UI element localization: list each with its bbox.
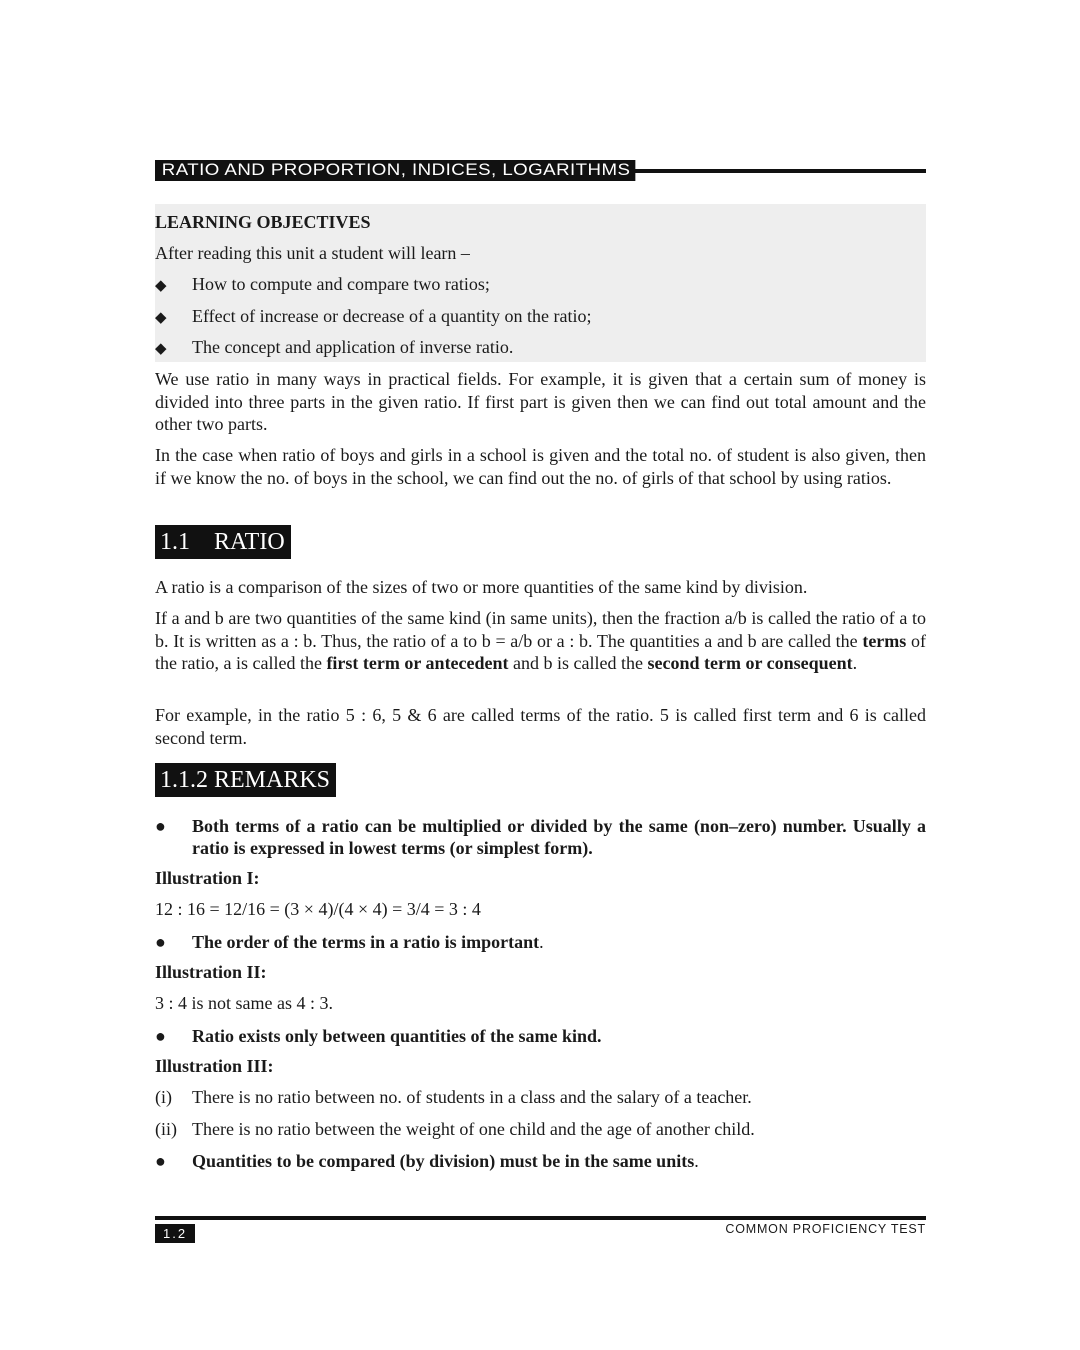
filled-circle-icon: ● xyxy=(155,816,166,836)
objective-item: ◆ How to compute and compare two ratios; xyxy=(155,274,490,294)
running-title: RATIO AND PROPORTION, INDICES, LOGARITHMS xyxy=(155,160,635,181)
header-rule xyxy=(635,169,926,173)
remark-item: ● The order of the terms in a ratio is important. xyxy=(155,932,544,952)
filled-circle-icon: ● xyxy=(155,1026,166,1046)
footer-rule xyxy=(155,1216,926,1220)
book-title: COMMON PROFICIENCY TEST xyxy=(725,1222,926,1236)
objectives-title: LEARNING OBJECTIVES xyxy=(155,212,371,232)
objectives-intro: After reading this unit a student will learn – xyxy=(155,243,470,263)
diamond-icon: ◆ xyxy=(155,341,167,357)
illustration-text: 12 : 16 = 12/16 = (3 × 4)/(4 × 4) = 3/4 = 3 : 4 xyxy=(155,899,481,919)
remark-item: ● Both terms of a ratio can be multiplied or divided by the same (non–zero) number. Usually a ratio is expressed in lowest terms (or simplest form). xyxy=(155,816,926,858)
illustration-list-item: (ii) There is no ratio between the weight of one child and the age of another child. xyxy=(155,1119,755,1139)
illustration-title: Illustration III: xyxy=(155,1056,274,1076)
page-number: 1.2 xyxy=(155,1224,195,1243)
filled-circle-icon: ● xyxy=(155,1151,166,1171)
running-header xyxy=(155,160,926,182)
diamond-icon: ◆ xyxy=(155,278,167,294)
section-heading-ratio: 1.1 RATIO xyxy=(155,525,291,559)
diamond-icon: ◆ xyxy=(155,310,167,326)
filled-circle-icon: ● xyxy=(155,932,166,952)
illustration-title: Illustration I: xyxy=(155,868,260,888)
intro-paragraph: We use ratio in many ways in practical fields. For example, it is given that a certain sum of money is divided into three parts in the given ratio. If first part is given then we can find out total amount and the other two parts. xyxy=(155,369,926,434)
remark-item: ● Quantities to be compared (by division) must be in the same units. xyxy=(155,1151,699,1171)
ratio-example: For example, in the ratio 5 : 6, 5 & 6 are called terms of the ratio. 5 is called first term and 6 is called second term. xyxy=(155,705,926,748)
learning-objectives-box xyxy=(155,204,926,362)
ratio-definition: A ratio is a comparison of the sizes of two or more quantities of the same kind by division. xyxy=(155,577,808,597)
ratio-terms-paragraph: If a and b are two quantities of the same kind (in same units), then the fraction a/b is called the ratio of a to b. It is written as a : b. Thus, the ratio of a to b = a/b or a : b. The quantities a and b are called the terms of the ratio, a is called the first term or antecedent and b is called the second term or consequent. xyxy=(155,608,926,673)
objective-item: ◆ Effect of increase or decrease of a quantity on the ratio; xyxy=(155,306,592,326)
section-heading-remarks: 1.1.2 REMARKS xyxy=(155,763,336,797)
intro-paragraph: In the case when ratio of boys and girls in a school is given and the total no. of student is also given, then if we know the no. of boys in the school, we can find out the no. of girls of that school by using ratios. xyxy=(155,445,926,488)
illustration-title: Illustration II: xyxy=(155,962,267,982)
objective-item: ◆ The concept and application of inverse ratio. xyxy=(155,337,514,357)
remark-item: ● Ratio exists only between quantities of the same kind. xyxy=(155,1026,602,1046)
illustration-list-item: (i) There is no ratio between no. of students in a class and the salary of a teacher. xyxy=(155,1087,752,1107)
illustration-text: 3 : 4 is not same as 4 : 3. xyxy=(155,993,333,1013)
